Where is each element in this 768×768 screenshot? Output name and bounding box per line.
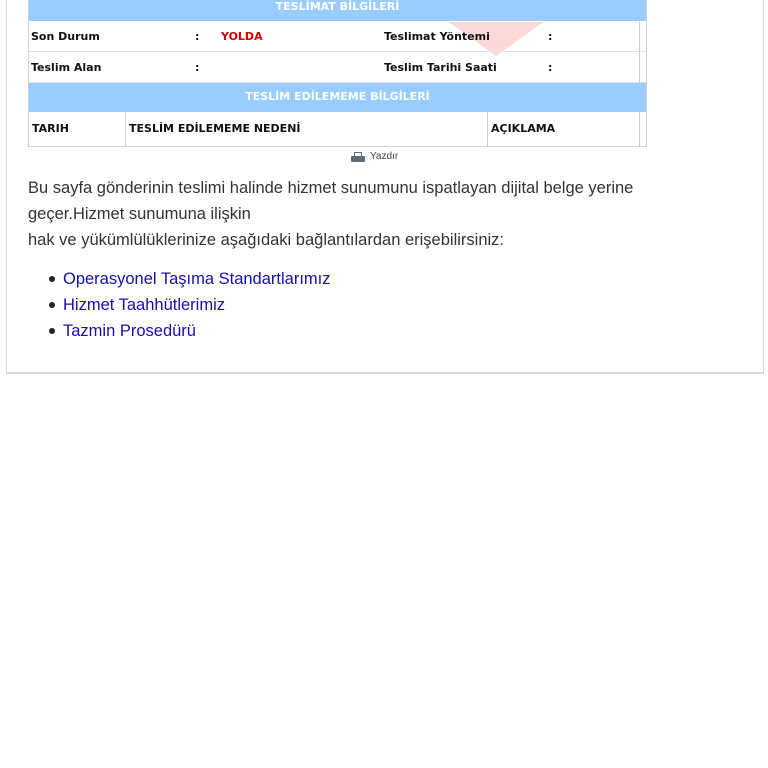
- delivery-method-colon: :: [548, 30, 553, 43]
- print-label: Yazdır: [370, 151, 399, 162]
- delivery-date-label: Teslim Tarihi Saati: [384, 61, 497, 74]
- bullet-icon: [49, 328, 55, 334]
- bullet-icon: [49, 302, 55, 308]
- info-paragraph: [28, 175, 728, 253]
- recipient-label: Teslim Alan: [31, 61, 102, 74]
- delivery-method-label: Teslimat Yöntemi: [384, 30, 490, 43]
- link-compensation-procedure[interactable]: Tazmin Prosedürü: [63, 322, 196, 340]
- column-date: TARIH: [32, 122, 69, 135]
- delivery-date-colon: :: [548, 61, 553, 74]
- table-row-recipient: [29, 52, 646, 83]
- bullet-icon: [49, 276, 55, 282]
- column-reason: TESLİM EDİLEMEME NEDENİ: [125, 112, 301, 146]
- info-line-1: Bu sayfa gönderinin teslimi halinde hizmet sunumunu ispatlayan dijital belge yerine geçer.Hizmet sunumuna ilişkin: [28, 179, 634, 223]
- link-service-commitments[interactable]: Hizmet Taahhütlerimiz: [63, 296, 226, 314]
- printer-icon: [351, 152, 365, 162]
- delivery-info-header: TESLİMAT BİLGİLERİ: [29, 0, 646, 21]
- list-item: [48, 319, 330, 345]
- status-label: Son Durum: [31, 30, 100, 43]
- row-divider: [639, 21, 640, 52]
- link-operational-standards[interactable]: Operasyonel Taşıma Standartlarımız: [63, 270, 331, 288]
- column-description: AÇIKLAMA: [487, 112, 555, 146]
- row-divider: [639, 112, 640, 146]
- row-divider: [639, 52, 640, 83]
- recipient-colon: :: [195, 61, 200, 74]
- failed-delivery-columns: [29, 112, 646, 146]
- list-item: [48, 267, 330, 293]
- info-line-2: hak ve yükümlülüklerinize aşağıdaki bağlantılardan erişebilirsiniz:: [28, 231, 504, 249]
- print-button[interactable]: [351, 151, 398, 162]
- failed-delivery-header: TESLİM EDİLEMEME BİLGİLERİ: [29, 82, 646, 112]
- status-value: YOLDA: [221, 30, 263, 43]
- status-colon: :: [195, 30, 200, 43]
- list-item: [48, 293, 330, 319]
- table-row-status: [29, 21, 646, 52]
- policy-links: [48, 267, 330, 345]
- tracking-table: [28, 0, 647, 147]
